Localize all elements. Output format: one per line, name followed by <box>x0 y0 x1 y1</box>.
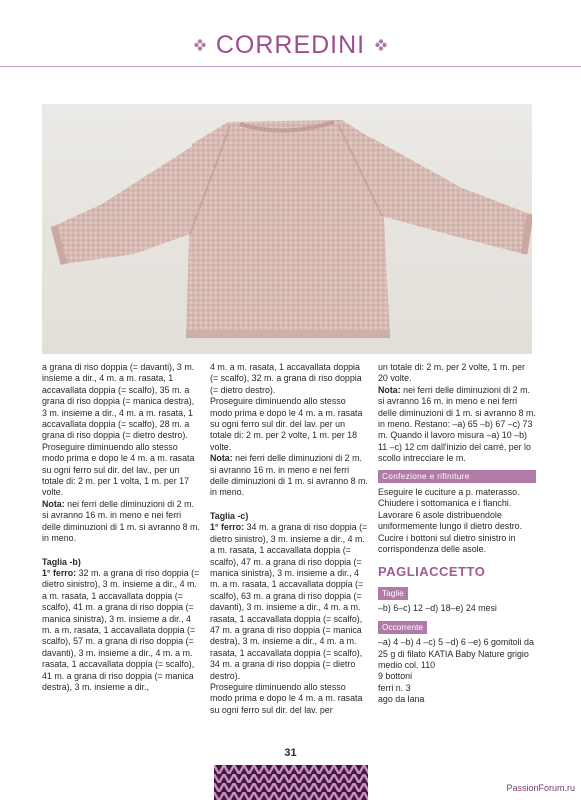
instruction-columns <box>42 362 540 716</box>
column-2 <box>210 362 368 716</box>
knit-swatch-image <box>214 765 368 800</box>
paragraph: Proseguire diminuendo allo stesso modo prima e dopo le 4 m. a m. rasata su ogni ferro sul dir. del lav. per un totale di: 2 m. per 2 volte, 1 m. per 18 volte. <box>210 396 363 452</box>
paragraph: Cucire i bottoni sul dietro sinistro in corrispondenza delle asole. <box>378 532 516 555</box>
note-text: nei ferri delle diminuzioni di 2 m. si avranno 16 m. in meno e nei ferri delle diminuzioni di 1 m. si avranno 8 m. in meno. <box>210 453 368 498</box>
size-heading: Taglia -b) <box>42 556 81 567</box>
paragraph <box>42 568 200 693</box>
note-text: nei ferri delle diminuzioni di 2 m. si avranno 16 m. in meno e nei ferri delle diminuzioni di 1 m. si avranno 8 m. in meno. Restano: –a) 65 –b) 67 –c) 73 m. Quando il lavoro misura –a) 10 –b) 11 –c) 12 cm dall'inizio del carré, per lo scollo intrecciare le m. <box>378 384 536 464</box>
section-heading-confezione: Confezione e rifiniture <box>378 470 536 483</box>
section-title: CORREDINI <box>215 30 366 59</box>
column-3 <box>378 362 536 716</box>
header-divider <box>0 66 581 67</box>
row-text: 34 m. a grana di riso doppia (= dietro sinistro), 3 m. insieme a dir., 4 m. a m. rasata, 1 accavallata doppia (= scalfo), 47 m. a grana di riso doppia (= manica sinistra), 3 m. insieme a dir., 4 m. a m. rasata, 1 accavallata doppia (= scalfo), 63 m. a grana di riso doppia (= davanti), 3 m. insieme a dir., 4 m. a m. rasata, 1 accavallata doppia (= scalfo), 47 m. a grana di riso doppia (= manica destra), 3 m. insieme a dir., 4 m. a m. rasata, 1 accavallata doppia (= scalfo), 34 m. a grana di riso doppia (= dietro destro). <box>210 522 368 681</box>
section-heading-taglie: Taglie <box>378 587 408 600</box>
paragraph: 9 bottoni <box>378 671 413 682</box>
flower-icon <box>194 39 206 51</box>
paragraph: Eseguire le cuciture a p. materasso. Chiudere i sottomanica e i fianchi. <box>378 487 520 509</box>
page-number: 31 <box>284 747 297 759</box>
sweater-photo <box>42 104 532 354</box>
paragraph: ferri n. 3 <box>378 682 411 693</box>
pattern-title: PAGLIACCETTO <box>378 563 486 579</box>
flower-icon <box>375 39 387 51</box>
column-1 <box>42 362 200 716</box>
paragraph: un totale di: 2 m. per 2 volte, 1 m. per 20 volte. <box>378 362 526 384</box>
paragraph <box>42 499 200 545</box>
section-heading-occorrente: Occorrente <box>378 621 427 634</box>
paragraph: Lavorare 6 asole distribuendole uniformemente lungo il dietro destro. <box>378 509 523 532</box>
note-label: Nota: <box>378 384 401 395</box>
watermark: PassionForum.ru <box>506 783 575 793</box>
note-text: nei ferri delle diminuzioni di 2 m. si avranno 16 m. in meno e nei ferri delle diminuzioni di 1 m. si avranno 8 m. in meno. <box>42 498 200 544</box>
paragraph: ago da lana <box>378 694 425 705</box>
paragraph: –a) 4 –b) 4 –c) 5 –d) 6 –e) 6 gomitoli da 25 g di filato KATIA Baby Nature grigio medio col. 110 <box>378 637 534 670</box>
row-text: 32 m. a grana di riso doppia (= dietro sinistro), 3 m. insieme a dir., 4 m. a m. rasata, 1 accavallata doppia (= scalfo), 41 m. a grana di riso doppia (= manica sinistra), 3 m. insieme a dir., 4 m. a m. rasata, 1 accavallata doppia (= scalfo), 57 m. a grana di riso doppia (= davanti), 3 m. insieme a dir., 4 m. a m. rasata, 1 accavallata doppia (= scalfo), 41 m. a grana di riso doppia (= manica destra), 3 m. insieme a dir., <box>42 567 200 692</box>
note-label: Nota: <box>210 453 233 464</box>
paragraph <box>210 453 368 499</box>
page-header <box>0 28 581 62</box>
row-label: 1° ferro: <box>210 522 245 533</box>
note-label: Nota: <box>42 498 65 509</box>
paragraph: 4 m. a m. rasata, 1 accavallata doppia (= scalfo), 32 m. a grana di riso doppia (= dietro destro). <box>210 362 362 395</box>
paragraph <box>210 522 368 682</box>
paragraph <box>378 385 536 465</box>
paragraph: –b) 6–c) 12 –d) 18–e) 24 mesi <box>378 603 497 614</box>
paragraph: Proseguire diminuendo allo stesso modo prima e dopo le 4 m. a m. rasata su ogni ferro sul dir. del lav. per <box>210 681 363 715</box>
paragraph: Proseguire diminuendo allo stesso modo prima e dopo le 4 m. a m. rasata su ogni ferro sul dir. del lav., per un totale di: 2 m. per 1 volta, 1 m. per 17 volte. <box>42 441 195 498</box>
size-heading: Taglia -c) <box>210 510 249 521</box>
row-label: 1° ferro: <box>42 567 77 578</box>
paragraph: a grana di riso doppia (= davanti), 3 m. insieme a dir., 4 m. a m. rasata, 1 accavallata doppia (= scalfo), 35 m. a grana di riso doppia (= manica destra), 3 m. insieme a dir., 4 m. a m. rasata, 1 accavallata doppia (= scalfo), 28 m. a grana di riso doppia (= dietro destro). <box>42 362 195 441</box>
